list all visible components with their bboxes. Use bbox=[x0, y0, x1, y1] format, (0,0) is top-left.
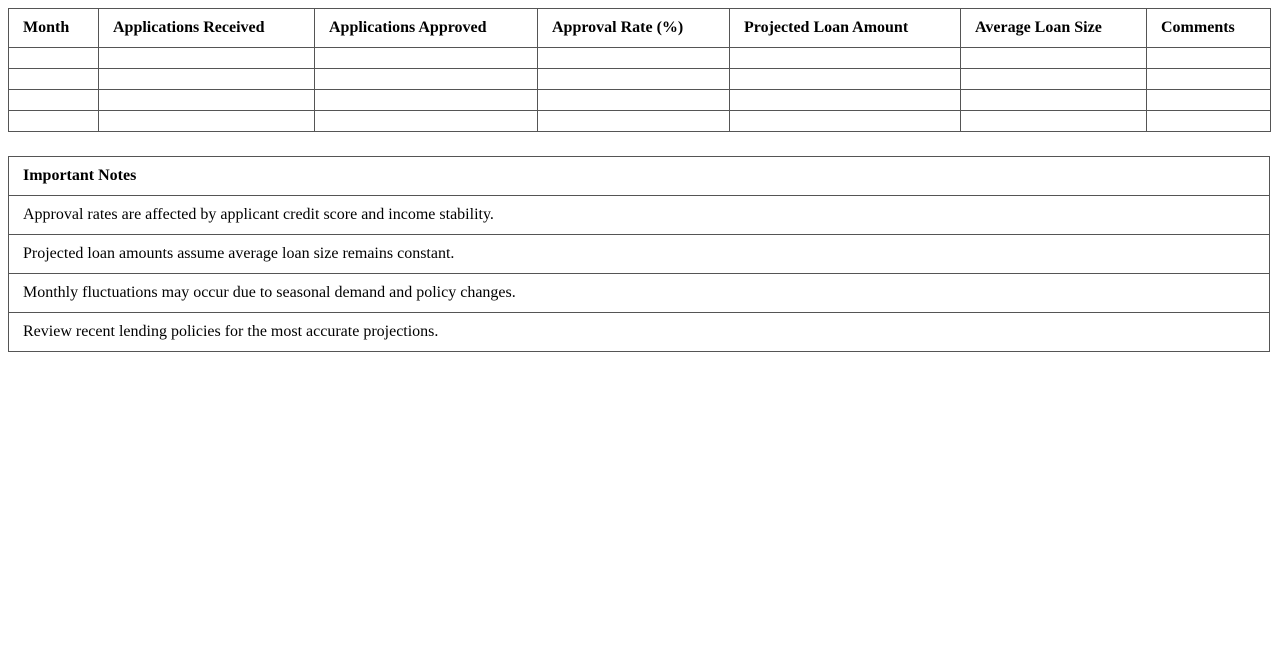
table-cell bbox=[9, 90, 99, 111]
note-row bbox=[9, 196, 1270, 235]
table-cell bbox=[961, 69, 1147, 90]
table-cell bbox=[1147, 90, 1271, 111]
table-cell bbox=[538, 90, 730, 111]
important-notes-table bbox=[8, 156, 1270, 352]
header-approval-rate: Approval Rate (%) bbox=[538, 9, 730, 48]
table-cell bbox=[730, 48, 961, 69]
header-projected-loan-amount: Projected Loan Amount bbox=[730, 9, 961, 48]
table-cell bbox=[99, 111, 315, 132]
table-cell bbox=[9, 48, 99, 69]
table-cell bbox=[961, 90, 1147, 111]
table-cell bbox=[961, 48, 1147, 69]
table-row bbox=[9, 111, 1271, 132]
table-cell bbox=[730, 111, 961, 132]
notes-title: Important Notes bbox=[9, 157, 1270, 196]
table-cell bbox=[315, 90, 538, 111]
table-cell bbox=[99, 48, 315, 69]
table-cell bbox=[315, 48, 538, 69]
table-cell bbox=[99, 90, 315, 111]
table-cell bbox=[9, 69, 99, 90]
table-row bbox=[9, 48, 1271, 69]
table-cell bbox=[961, 111, 1147, 132]
table-cell bbox=[315, 69, 538, 90]
table-cell bbox=[9, 111, 99, 132]
table-cell bbox=[315, 111, 538, 132]
note-row bbox=[9, 313, 1270, 352]
header-average-loan-size: Average Loan Size bbox=[961, 9, 1147, 48]
header-applications-received: Applications Received bbox=[99, 9, 315, 48]
note-item: Projected loan amounts assume average loan size remains constant. bbox=[9, 235, 1270, 274]
loan-projection-table bbox=[8, 8, 1271, 132]
table-cell bbox=[538, 69, 730, 90]
note-row bbox=[9, 235, 1270, 274]
note-item: Approval rates are affected by applicant credit score and income stability. bbox=[9, 196, 1270, 235]
table-cell bbox=[1147, 111, 1271, 132]
table-cell bbox=[538, 111, 730, 132]
header-month: Month bbox=[9, 9, 99, 48]
note-row bbox=[9, 274, 1270, 313]
notes-header-row bbox=[9, 157, 1270, 196]
table-cell bbox=[730, 90, 961, 111]
header-comments: Comments bbox=[1147, 9, 1271, 48]
note-item: Review recent lending policies for the most accurate projections. bbox=[9, 313, 1270, 352]
table-header-row bbox=[9, 9, 1271, 48]
table-row bbox=[9, 69, 1271, 90]
header-applications-approved: Applications Approved bbox=[315, 9, 538, 48]
table-cell bbox=[730, 69, 961, 90]
table-cell bbox=[1147, 48, 1271, 69]
table-cell bbox=[99, 69, 315, 90]
table-cell bbox=[1147, 69, 1271, 90]
table-cell bbox=[538, 48, 730, 69]
document-body bbox=[8, 8, 1270, 352]
table-row bbox=[9, 90, 1271, 111]
note-item: Monthly fluctuations may occur due to seasonal demand and policy changes. bbox=[9, 274, 1270, 313]
